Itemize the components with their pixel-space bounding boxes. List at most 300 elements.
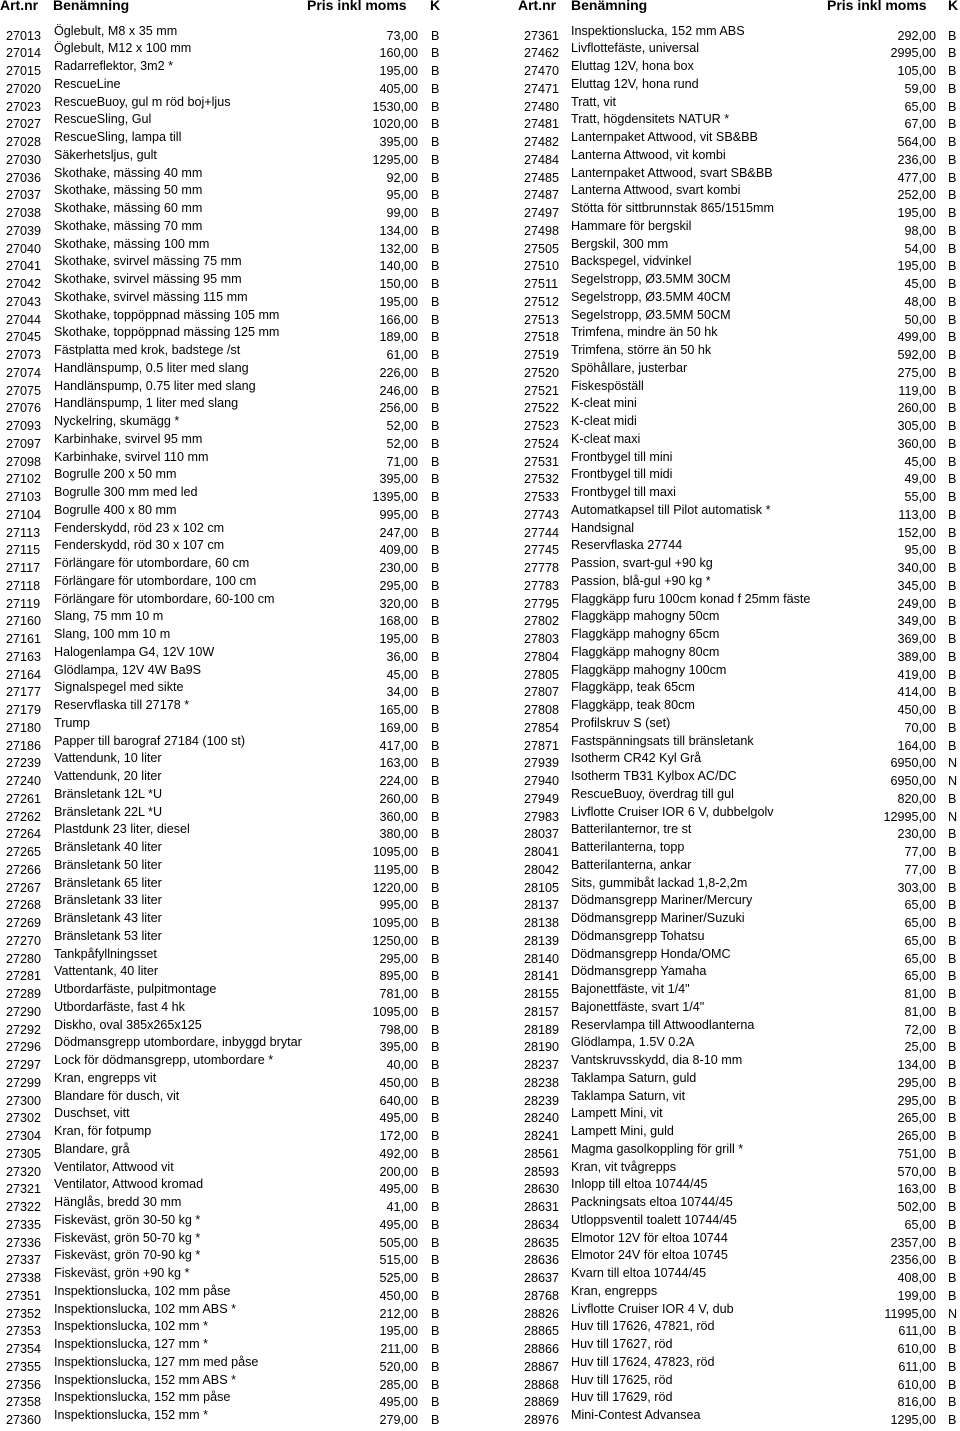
header-name: Benämning [53,0,130,13]
item-k-code: B [431,1182,440,1197]
item-k-code: B [431,596,440,611]
item-name: Reservflaska till 27178 * [54,698,190,713]
art-number: 27305 [6,1146,42,1161]
item-name: Frontbygel till maxi [571,485,676,500]
item-name: Duschset, vitt [54,1106,130,1121]
item-name: Dödmansgrepp Mariner/Mercury [571,893,753,908]
art-number: 27102 [6,472,42,487]
art-number: 28561 [524,1146,560,1161]
item-name: Skothake, toppöppnad mässing 105 mm [54,307,280,322]
item-price: 265,00 [897,1129,936,1144]
item-name: Vantskruvsskydd, dia 8-10 mm [571,1053,743,1068]
item-name: Kvarn till eltoa 10744/45 [571,1266,707,1281]
art-number: 27531 [524,454,560,469]
item-k-code: B [948,419,957,434]
art-number: 27290 [6,1004,42,1019]
item-name: K-cleat midi [571,414,637,429]
item-name: Förlängare för utombordare, 100 cm [54,573,257,588]
item-price: 499,00 [897,330,936,345]
art-number: 27115 [6,543,41,558]
item-price: 166,00 [379,312,418,327]
item-price: 450,00 [379,1288,418,1303]
item-k-code: B [948,206,957,221]
art-number: 27265 [6,845,42,860]
item-name: Flaggkäpp mahogny 65cm [571,627,720,642]
item-k-code: B [431,1395,440,1410]
item-name: Isotherm CR42 Kyl Grå [571,751,702,766]
item-k-code: B [431,667,440,682]
art-number: 27117 [6,561,41,576]
item-k-code: B [431,951,440,966]
item-price: 292,00 [897,28,936,43]
art-number: 27353 [6,1324,42,1339]
item-name: Nyckelring, skumägg * [54,414,180,429]
art-number: 27179 [6,703,42,718]
item-k-code: B [431,81,440,96]
art-number: 27292 [6,1022,42,1037]
item-name: Inspektionslucka, 102 mm * [54,1319,208,1334]
item-name: Lanternpaket Attwood, vit SB&BB [571,130,758,145]
item-price: 360,00 [379,809,418,824]
item-price: 640,00 [379,1093,418,1108]
item-price: 256,00 [379,401,418,416]
item-name: Packningsats eltoa 10744/45 [571,1195,733,1210]
item-name: Bogrulle 200 x 50 mm [54,467,177,482]
item-k-code: B [431,1164,440,1179]
item-name: Blandare, grå [54,1141,130,1156]
art-number: 27512 [524,294,560,309]
art-number: 27296 [6,1040,42,1055]
item-k-code: B [948,294,957,309]
item-k-code: N [948,1306,958,1321]
item-k-code: B [431,135,440,150]
item-name: RescueSling, Gul [54,112,152,127]
item-name: Bränsletank 22L *U [54,804,163,819]
item-k-code: B [948,1413,957,1428]
item-name: Karbinhake, svirvel 110 mm [54,449,209,464]
item-k-code: B [948,862,957,877]
art-number: 27939 [524,756,560,771]
item-k-code: B [948,898,957,913]
item-k-code: B [431,1324,440,1339]
item-price: 50,00 [904,312,936,327]
item-name: Huv till 17629, röd [571,1390,673,1405]
art-number: 28037 [524,827,560,842]
art-number: 27289 [6,987,42,1002]
item-price: 200,00 [379,1164,418,1179]
item-name: Karbinhake, svirvel 95 mm [54,431,203,446]
art-number: 27073 [6,348,42,363]
item-name: Eluttag 12V, hona box [571,59,694,74]
art-number: 27522 [524,401,560,416]
item-k-code: B [431,1093,440,1108]
item-price: 610,00 [897,1342,936,1357]
item-k-code: B [948,152,957,167]
item-name: Inspektionslucka, 102 mm ABS * [54,1301,237,1316]
art-number: 27161 [6,632,42,647]
item-price: 195,00 [379,294,418,309]
item-k-code: B [431,649,440,664]
art-number: 28768 [524,1288,560,1303]
item-name: Inspektionslucka, 152 mm påse [54,1390,231,1405]
item-price: 295,00 [379,951,418,966]
art-number: 27240 [6,774,42,789]
art-number: 27511 [524,277,559,292]
item-k-code: B [431,827,440,842]
item-price: 95,00 [386,188,418,203]
item-k-code: B [948,614,957,629]
item-name: Passion, svart-gul +90 kg [571,556,713,571]
item-k-code: B [431,845,440,860]
item-k-code: B [948,1217,957,1232]
item-name: Huv till 17626, 47821, röd [571,1319,715,1334]
item-price: 195,00 [379,64,418,79]
item-k-code: B [948,1395,957,1410]
item-price: 92,00 [386,170,418,185]
art-number: 28041 [524,845,560,860]
item-price: 189,00 [379,330,418,345]
art-number: 27266 [6,862,42,877]
item-name: Automatkapsel till Pilot automatisk * [571,502,771,517]
header-price: Pris inkl moms [307,0,407,13]
item-k-code: N [948,774,958,789]
item-name: Skothake, mässing 40 mm [54,165,203,180]
art-number: 28140 [524,951,560,966]
item-k-code: B [948,1040,957,1055]
item-price: 505,00 [379,1235,418,1250]
table-row [518,1409,960,1427]
item-k-code: B [948,99,957,114]
item-price: 265,00 [897,1111,936,1126]
item-price: 1295,00 [890,1413,936,1428]
item-price: 1195,00 [373,862,418,877]
art-number: 27940 [524,774,560,789]
item-k-code: B [948,738,957,753]
art-number: 27351 [6,1288,42,1303]
item-k-code: B [948,1129,957,1144]
art-number: 28042 [524,862,560,877]
item-name: Tratt, högdensitets NATUR * [571,112,730,127]
art-number: 27470 [524,64,560,79]
item-k-code: B [431,348,440,363]
item-name: Vattendunk, 20 liter [54,769,162,784]
item-k-code: B [431,703,440,718]
item-name: Papper till barograf 27184 (100 st) [54,733,246,748]
item-k-code: B [948,1377,957,1392]
item-k-code: N [948,809,958,824]
art-number: 27743 [524,507,560,522]
item-price: 65,00 [904,898,936,913]
item-name: Bränsletank 50 liter [54,857,162,872]
item-k-code: B [948,1146,957,1161]
art-number: 27320 [6,1164,42,1179]
item-price: 65,00 [904,99,936,114]
art-number: 27532 [524,472,560,487]
item-k-code: B [948,1342,957,1357]
item-name: Bränsletank 43 liter [54,911,162,926]
item-price: 52,00 [386,436,418,451]
art-number: 27871 [524,738,560,753]
item-price: 1095,00 [372,1004,418,1019]
item-k-code: B [948,472,957,487]
item-k-code: B [948,880,957,895]
item-name: Stötta för sittbrunnstak 865/1515mm [571,201,775,216]
item-name: Bränsletank 65 liter [54,875,162,890]
item-k-code: B [948,330,957,345]
item-price: 345,00 [897,578,936,593]
item-name: Skothake, mässing 100 mm [54,236,210,251]
art-number: 27113 [6,525,41,540]
item-name: Säkerhetsljus, gult [54,147,157,162]
item-k-code: B [948,951,957,966]
item-name: Dödmansgrepp Tohatsu [571,928,705,943]
item-price: 55,00 [904,490,936,505]
item-price: 477,00 [897,170,936,185]
item-name: Livflottefäste, universal [571,41,700,56]
item-name: Handlänspump, 0.5 liter med slang [54,360,249,375]
item-k-code: B [948,507,957,522]
item-price: 395,00 [379,1040,418,1055]
item-price: 134,00 [379,223,418,238]
item-k-code: B [948,223,957,238]
art-number: 27164 [6,667,42,682]
art-number: 27270 [6,933,42,948]
item-price: 295,00 [897,1093,936,1108]
item-k-code: B [431,791,440,806]
item-name: Ventilator, Attwood kromad [54,1177,204,1192]
item-k-code: B [431,1146,440,1161]
item-price: 45,00 [904,454,936,469]
item-name: Ventilator, Attwood vit [54,1159,174,1174]
item-price: 495,00 [379,1111,418,1126]
art-number: 27778 [524,561,560,576]
item-name: Mini-Contest Advansea [571,1408,701,1423]
item-k-code: B [948,1271,957,1286]
item-k-code: B [948,277,957,292]
art-number: 27802 [524,614,560,629]
column-header [518,0,960,17]
item-k-code: B [431,561,440,576]
item-price: 163,00 [897,1182,936,1197]
item-price: 49,00 [904,472,936,487]
art-number: 28141 [524,969,560,984]
art-number: 27807 [524,685,560,700]
left-column [0,0,480,1428]
item-k-code: B [948,46,957,61]
art-number: 27336 [6,1235,42,1250]
item-name: Trump [54,715,90,730]
item-price: 12995,00 [883,809,936,824]
art-number: 27040 [6,241,42,256]
item-name: Profilskruv S (set) [571,715,671,730]
item-name: Inlopp till eltoa 10744/45 [571,1177,708,1192]
item-name: Fastspänningsats till bränsletank [571,733,754,748]
art-number: 28105 [524,880,560,895]
art-number: 28867 [524,1359,560,1374]
item-price: 405,00 [379,81,418,96]
item-k-code: N [948,756,958,771]
item-price: 199,00 [897,1288,936,1303]
art-number: 27482 [524,135,560,150]
art-number: 27510 [524,259,560,274]
item-name: Fiskeväst, grön 30-50 kg * [54,1212,201,1227]
item-name: Backspegel, vidvinkel [571,254,692,269]
art-number: 27119 [6,596,41,611]
art-number: 27795 [524,596,560,611]
item-price: 48,00 [904,294,936,309]
item-k-code: B [948,241,957,256]
art-number: 28189 [524,1022,560,1037]
item-price: 163,00 [379,756,418,771]
item-price: 305,00 [897,419,936,434]
item-k-code: B [948,987,957,1002]
item-k-code: B [431,685,440,700]
art-number: 27239 [6,756,42,771]
item-name: Fenderskydd, röd 23 x 102 cm [54,520,225,535]
item-name: Flaggkäpp mahogny 80cm [571,644,720,659]
item-k-code: B [431,507,440,522]
art-number: 27038 [6,206,42,221]
item-k-code: B [948,1182,957,1197]
art-number: 27160 [6,614,42,629]
item-price: 236,00 [897,152,936,167]
item-k-code: B [948,81,957,96]
item-price: 6950,00 [890,756,936,771]
item-price: 73,00 [386,28,418,43]
item-name: Bajonettfäste, vit 1/4" [571,982,690,997]
art-number: 28634 [524,1217,560,1232]
item-price: 81,00 [904,987,936,1002]
item-price: 150,00 [379,277,418,292]
art-number: 27261 [6,791,42,806]
art-number: 27280 [6,951,42,966]
art-number: 27304 [6,1129,42,1144]
art-number: 27808 [524,703,560,718]
item-name: RescueLine [54,76,121,91]
art-number: 27023 [6,99,42,114]
item-name: Vattendunk, 10 liter [54,751,162,766]
item-price: 71,00 [386,454,418,469]
art-number: 28238 [524,1075,560,1090]
item-name: Lampett Mini, guld [571,1124,674,1139]
art-number: 27041 [6,259,42,274]
item-k-code: B [431,223,440,238]
item-k-code: B [948,649,957,664]
item-k-code: B [431,933,440,948]
item-price: 119,00 [898,383,936,398]
item-price: 751,00 [897,1146,936,1161]
item-price: 67,00 [904,117,936,132]
item-name: Hammare för bergskil [571,218,692,233]
item-price: 285,00 [379,1377,418,1392]
item-name: Batterilanterna, topp [571,840,685,855]
item-price: 1095,00 [372,845,418,860]
item-k-code: B [948,827,957,842]
item-k-code: B [948,188,957,203]
art-number: 27300 [6,1093,42,1108]
item-name: Slang, 75 mm 10 m [54,609,164,624]
item-name: Skothake, svirvel mässing 75 mm [54,254,242,269]
item-name: Taklampa Saturn, guld [571,1070,697,1085]
item-name: Lanterna Attwood, svart kombi [571,183,741,198]
item-price: 160,00 [379,46,418,61]
art-number: 27513 [524,312,560,327]
item-name: Isotherm TB31 Kylbox AC/DC [571,769,737,784]
item-name: Lanterna Attwood, vit kombi [571,147,726,162]
item-k-code: B [948,578,957,593]
item-name: Taklampa Saturn, vit [571,1088,686,1103]
item-k-code: B [431,578,440,593]
art-number: 27015 [6,64,42,79]
item-k-code: B [431,1111,440,1126]
item-name: Tratt, vit [571,94,617,109]
item-k-code: B [948,1359,957,1374]
item-name: Reservlampa till Attwoodlanterna [571,1017,755,1032]
item-price: 226,00 [379,365,418,380]
item-k-code: B [431,1217,440,1232]
item-k-code: B [431,898,440,913]
item-price: 320,00 [379,596,418,611]
art-number: 28157 [524,1004,560,1019]
item-price: 152,00 [897,525,936,540]
item-k-code: B [431,454,440,469]
item-k-code: B [431,1271,440,1286]
item-name: Dödmansgrepp utombordare, inbyggd brytar [54,1035,302,1050]
art-number: 27098 [6,454,42,469]
item-price: 65,00 [904,933,936,948]
item-name: Skothake, svirvel mässing 115 mm [54,289,248,304]
item-name: RescueBuoy, gul m röd boj+ljus [54,94,231,109]
art-number: 28239 [524,1093,560,1108]
art-number: 28865 [524,1324,560,1339]
item-price: 1220,00 [372,880,418,895]
art-number: 27498 [524,223,560,238]
item-price: 132,00 [379,241,418,256]
art-number: 27043 [6,294,42,309]
item-price: 249,00 [897,596,936,611]
art-number: 28237 [524,1058,560,1073]
item-price: 65,00 [904,969,936,984]
item-k-code: B [948,632,957,647]
item-name: Bränsletank 40 liter [54,840,162,855]
item-price: 1530,00 [372,99,418,114]
art-number: 27783 [524,578,560,593]
item-price: 168,00 [379,614,418,629]
item-price: 2357,00 [890,1235,936,1250]
item-price: 492,00 [379,1146,418,1161]
art-number: 28139 [524,933,560,948]
art-number: 28241 [524,1129,560,1144]
art-number: 27093 [6,419,42,434]
item-name: Huv till 17624, 47823, röd [571,1354,715,1369]
item-name: Fiskespöställ [571,378,644,393]
art-number: 27302 [6,1111,42,1126]
art-number: 27480 [524,99,560,114]
item-name: Fenderskydd, röd 30 x 107 cm [54,538,225,553]
item-name: Kran, vit tvågrepps [571,1159,676,1174]
item-k-code: B [431,1288,440,1303]
item-price: 134,00 [897,1058,936,1073]
item-k-code: B [948,667,957,682]
item-k-code: B [948,135,957,150]
art-number: 27949 [524,791,560,806]
art-number: 27983 [524,809,560,824]
art-number: 28636 [524,1253,560,1268]
item-k-code: B [431,1306,440,1321]
item-name: Elmotor 12V för eltoa 10744 [571,1230,728,1245]
art-number: 27322 [6,1200,42,1215]
item-name: Glödlampa, 1.5V 0.2A [571,1035,695,1050]
